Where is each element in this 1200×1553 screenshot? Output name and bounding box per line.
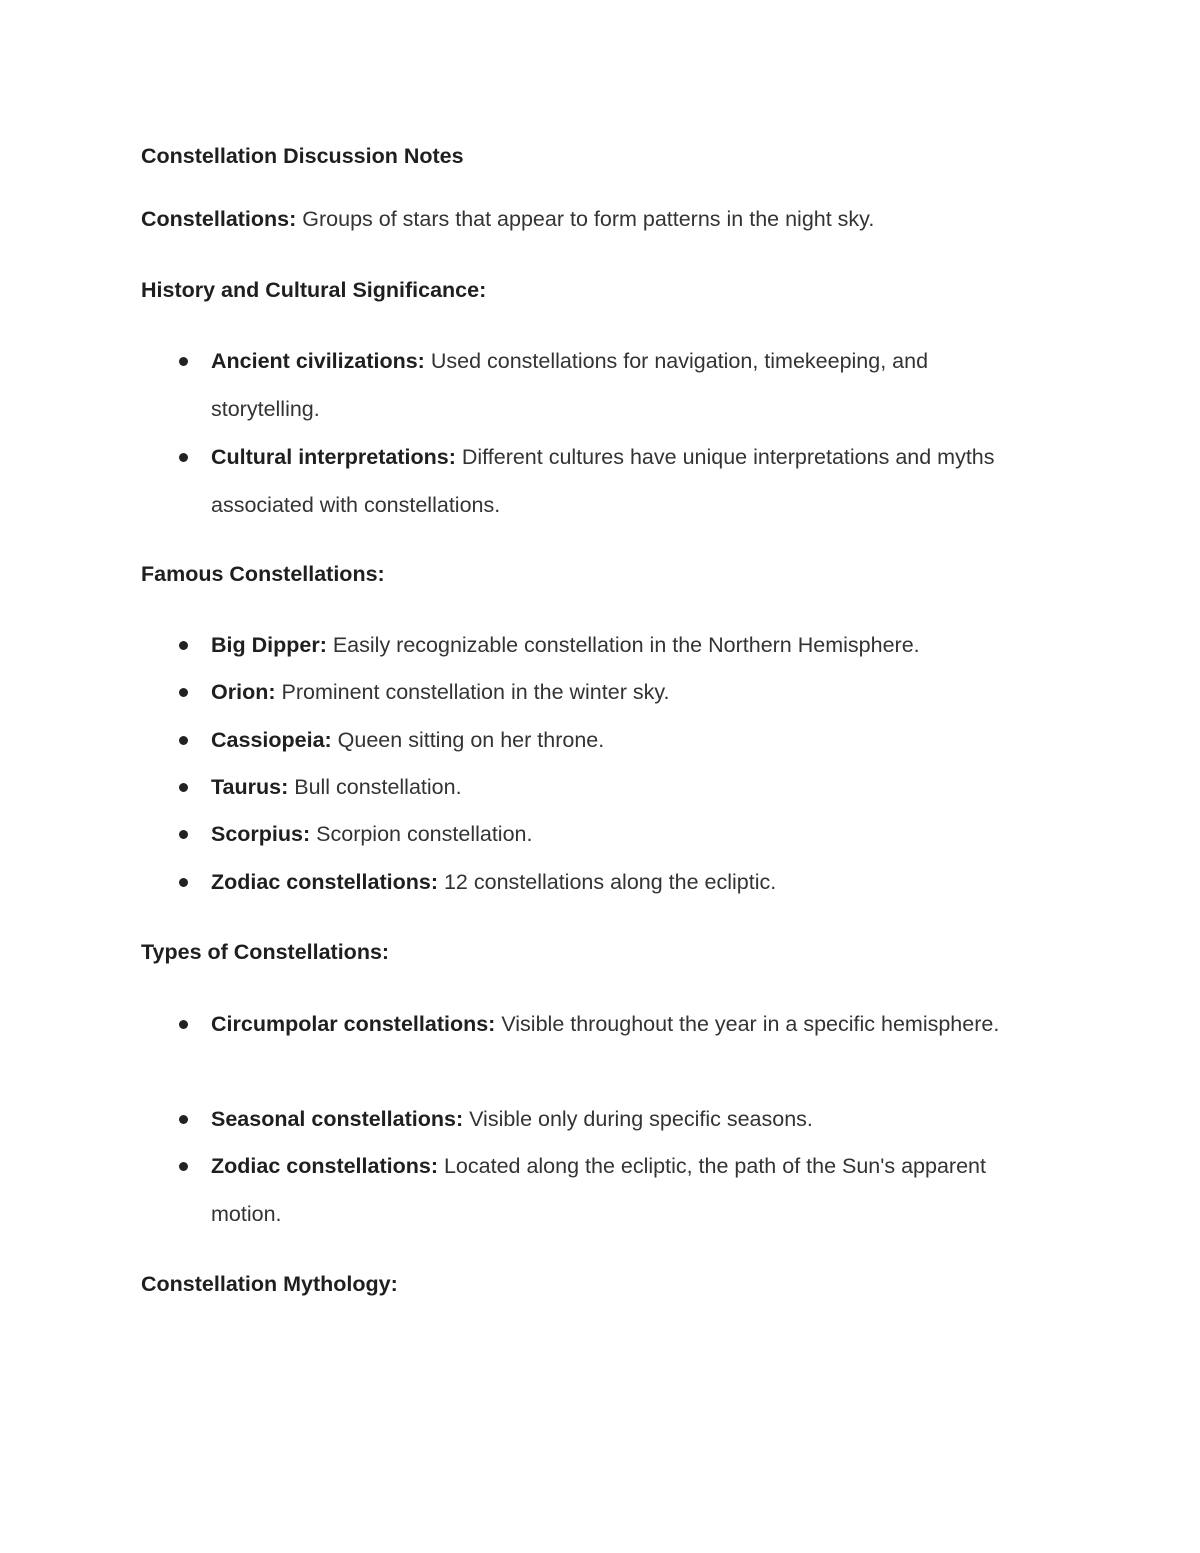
list-item-label: Cassiopeia: — [211, 728, 332, 752]
section-heading-history: History and Cultural Significance: — [141, 278, 487, 302]
list-item-label: Circumpolar constellations: — [211, 1012, 496, 1036]
list-item-text: Visible throughout the year in a specific hemisphere. — [501, 1012, 1000, 1036]
bullet-icon — [179, 830, 188, 839]
bullet-icon — [179, 1020, 188, 1029]
section-heading-mythology: Constellation Mythology: — [141, 1272, 398, 1296]
list-item — [211, 433, 1031, 529]
bullet-icon — [179, 736, 188, 745]
list-item-text: Visible only during specific seasons. — [469, 1107, 813, 1131]
list-item — [211, 1095, 1031, 1143]
list-item-text: Easily recognizable constellation in the Northern Hemisphere. — [332, 633, 920, 657]
list-item-label: Ancient civilizations: — [211, 349, 425, 373]
definition-paragraph — [141, 206, 874, 232]
bullet-icon — [179, 1115, 188, 1124]
list-item — [211, 621, 1031, 669]
section-heading-famous: Famous Constellations: — [141, 562, 385, 586]
list-item-text: Prominent constellation in the winter sky. — [281, 680, 670, 704]
list-item-label: Scorpius: — [211, 822, 311, 846]
list-item-label: Zodiac constellations: — [211, 870, 438, 894]
list-item — [211, 668, 1031, 716]
list-item — [211, 337, 1031, 433]
list-item-text: Located along the ecliptic, the path of the Sun's apparent motion. — [211, 1154, 986, 1226]
list-item-label: Orion: — [211, 680, 276, 704]
list-item-text: Scorpion constellation. — [316, 822, 533, 846]
list-item-text: Used constellations for navigation, timekeeping, and storytelling. — [211, 349, 929, 421]
list-item-text: Bull constellation. — [294, 775, 462, 799]
list-item-label: Seasonal constellations: — [211, 1107, 464, 1131]
list-item-text: Queen sitting on her throne. — [337, 728, 605, 752]
bullet-icon — [179, 1162, 188, 1171]
list-item — [211, 716, 1031, 764]
bullet-icon — [179, 783, 188, 792]
list-item-label: Zodiac constellations: — [211, 1154, 438, 1178]
bullet-icon — [179, 688, 188, 697]
list-item — [211, 858, 1031, 906]
bullet-icon — [179, 641, 188, 650]
definition-label: Constellations: — [141, 207, 297, 231]
bullet-icon — [179, 878, 188, 887]
bullet-icon — [179, 453, 188, 462]
list-item-label: Taurus: — [211, 775, 289, 799]
definition-text: Groups of stars that appear to form patterns in the night sky. — [302, 207, 875, 231]
list-item — [211, 810, 1031, 858]
list-item-label: Cultural interpretations: — [211, 445, 456, 469]
bullet-icon — [179, 357, 188, 366]
list-item-label: Big Dipper: — [211, 633, 327, 657]
list-item — [211, 1142, 1031, 1238]
list-item — [211, 1000, 1031, 1048]
section-heading-types: Types of Constellations: — [141, 940, 390, 964]
list-item-text: 12 constellations along the ecliptic. — [443, 870, 777, 894]
list-item-text: Different cultures have unique interpretations and myths associated with constellations. — [211, 445, 995, 517]
document-title: Constellation Discussion Notes — [141, 144, 464, 168]
list-item — [211, 763, 1031, 811]
